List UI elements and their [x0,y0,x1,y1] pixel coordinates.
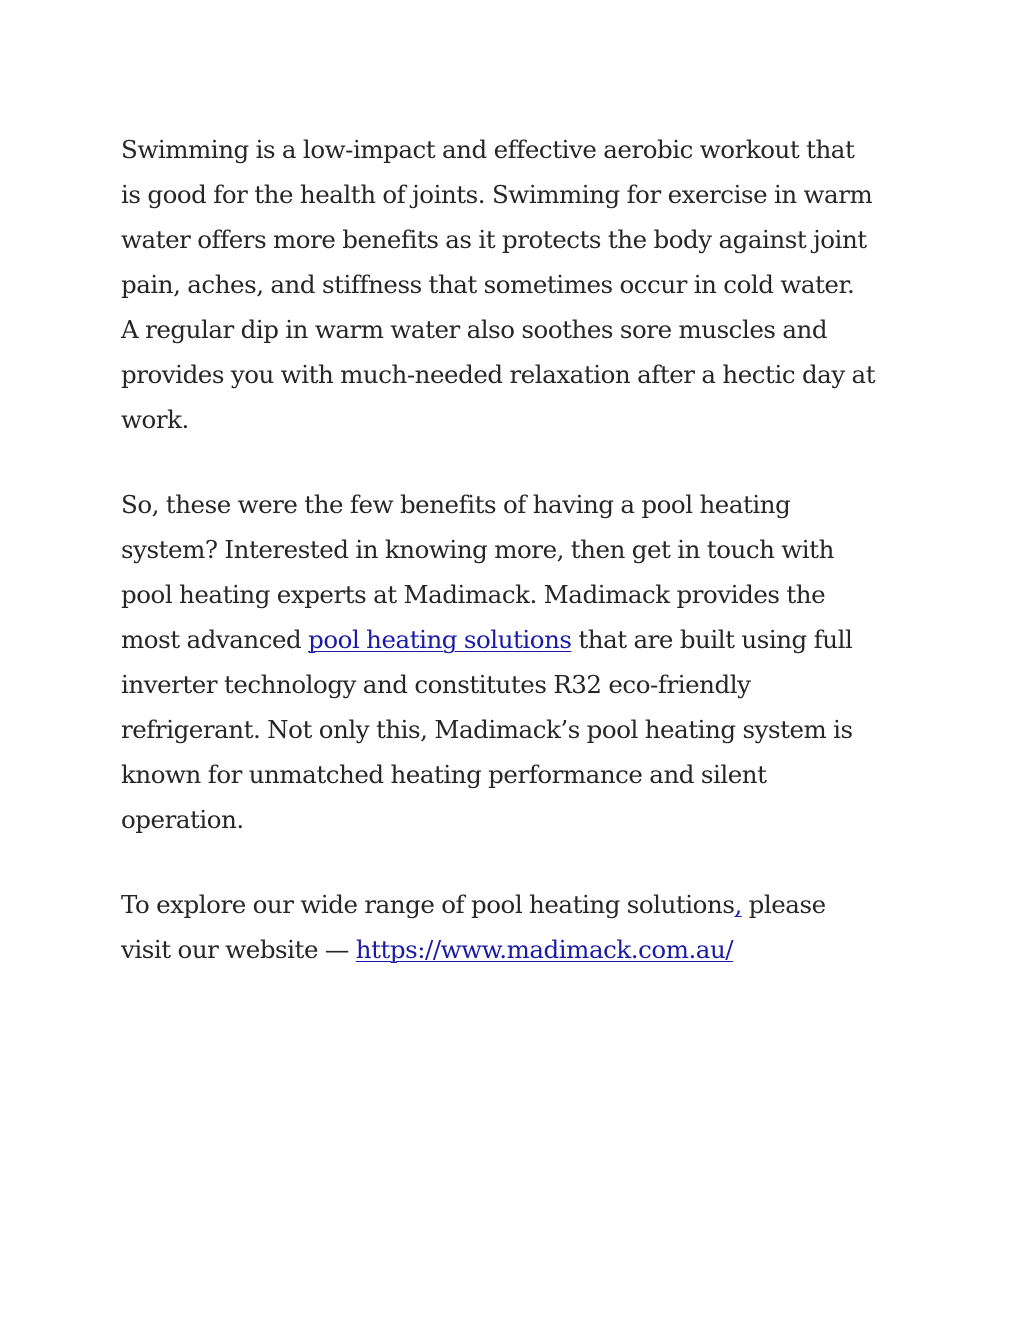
paragraph-visit-website [121,882,921,972]
text-line-with-link [121,927,921,972]
text-line-with-link [121,617,921,662]
paragraph-swimming-benefits [121,127,921,442]
line-prefix: To explore our wide range of pool heating solutions [121,890,735,919]
text-line: is good for the health of joints. Swimming for exercise in warm [121,180,873,209]
paragraph-madimack-solutions [121,482,921,842]
text-line-with-link [121,882,921,927]
text-line: operation. [121,805,244,834]
line-prefix: most advanced [121,625,309,654]
text-line: work. [121,405,189,434]
text-line: So, these were the few benefits of having a pool heating [121,490,791,519]
text-line: refrigerant. Not only this, Madimack’s pool heating system is [121,715,853,744]
madimack-website-link[interactable]: https://www.madimack.com.au/ [355,935,734,964]
text-line: inverter technology and constitutes R32 eco-friendly [121,670,751,699]
pool-heating-solutions-link[interactable]: pool heating solutions [308,625,572,654]
article-body [121,127,921,1012]
text-line: known for unmatched heating performance and silent [121,760,767,789]
text-line: water offers more benefits as it protects the body against joint [121,225,867,254]
text-line: pool heating experts at Madimack. Madimack provides the [121,580,826,609]
line-suffix: please [741,890,826,919]
text-line: provides you with much-needed relaxation after a hectic day at [121,360,876,389]
text-line: Swimming is a low-impact and effective aerobic workout that [121,135,855,164]
text-line: system? Interested in knowing more, then get in touch with [121,535,834,564]
text-line: A regular dip in warm water also soothes sore muscles and [121,315,828,344]
text-line: pain, aches, and stiffness that sometimes occur in cold water. [121,270,855,299]
line-prefix: visit our website — [121,935,356,964]
comma-link[interactable]: , [734,890,742,919]
line-suffix: that are built using full [571,625,853,654]
